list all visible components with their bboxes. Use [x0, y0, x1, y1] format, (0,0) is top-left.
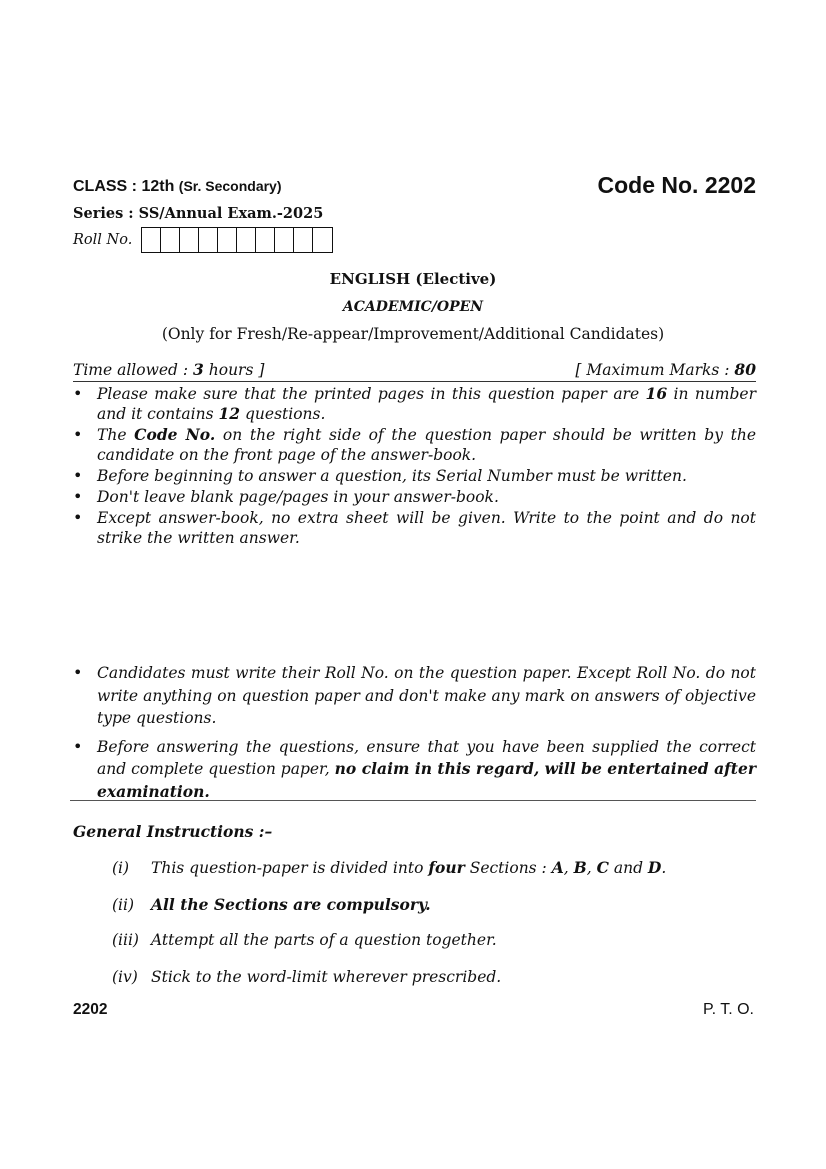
text: This question-paper is divided into [151, 859, 429, 877]
item-number: (iv) [112, 968, 138, 986]
general-instruction-item [112, 858, 666, 877]
text: The [97, 426, 135, 444]
roll-digit-box[interactable] [142, 228, 161, 252]
text: Candidates must write their Roll No. on the question paper. Except Roll No. do not write anything on question paper and don't make any mark on answers of objective type questions. [97, 664, 756, 727]
text: questions. [240, 405, 326, 423]
text: in number and it contains [97, 385, 756, 423]
time-suffix: hours ] [203, 361, 265, 379]
section-d: D [647, 858, 662, 877]
list-item [73, 487, 756, 507]
candidate-instructions-list [73, 662, 756, 809]
series-label: Series : SS/Annual Exam.-2025 [73, 205, 324, 222]
roll-digit-box[interactable] [199, 228, 218, 252]
text: Before answering the questions, ensure that you have been supplied the correct and complete question paper, [97, 737, 756, 778]
section-b: B [573, 858, 587, 877]
roll-number-label: Roll No. [73, 232, 133, 248]
list-item [73, 384, 756, 424]
text: Sections : [464, 859, 552, 877]
text: and [608, 859, 648, 877]
time-marks-row [73, 360, 756, 379]
footer-code: 2202 [73, 1001, 108, 1018]
question-count: 12 [218, 404, 241, 423]
page-turn-over: P. T. O. [703, 1001, 754, 1018]
text: , [586, 859, 597, 877]
section-c: C [596, 858, 609, 877]
exam-mode: ACADEMIC/OPEN [342, 299, 484, 315]
roll-digit-box[interactable] [180, 228, 199, 252]
general-instruction-item [112, 931, 497, 949]
no-claim-emphasis: no claim in this regard, will be entertained after examination. [97, 759, 756, 801]
list-item [73, 736, 756, 804]
subject-title: ENGLISH (Elective) [329, 270, 497, 288]
code-no-emphasis: Code No. [134, 425, 216, 444]
divider [73, 381, 756, 382]
instructions-list [73, 384, 756, 549]
section-a: A [551, 858, 564, 877]
marks-prefix: [ Maximum Marks : [575, 361, 735, 379]
marks-value: 80 [734, 360, 756, 379]
text: Attempt all the parts of a question together. [151, 931, 497, 949]
item-number: (ii) [112, 896, 135, 914]
text: Don't leave blank page/pages in your answer-book. [97, 488, 499, 506]
class-sub-text: (Sr. Secondary) [178, 178, 282, 194]
class-label [73, 178, 282, 196]
time-allowed [73, 360, 264, 379]
compulsory-emphasis: All the Sections are compulsory. [151, 895, 431, 914]
roll-digit-box[interactable] [237, 228, 256, 252]
list-item [73, 662, 756, 730]
roll-digit-box[interactable] [256, 228, 275, 252]
text: Please make sure that the printed pages in this question paper are [97, 385, 646, 403]
four-emphasis: four [428, 858, 465, 877]
roll-digit-box[interactable] [294, 228, 313, 252]
time-value: 3 [193, 360, 204, 379]
candidates-note: (Only for Fresh/Re-appear/Improvement/Additional Candidates) [161, 325, 665, 343]
class-text: CLASS : 12th [73, 178, 175, 195]
general-instruction-item [112, 895, 431, 914]
text: Stick to the word-limit wherever prescribed. [151, 968, 502, 986]
text: on the right side of the question paper should be written by the candidate on the front page of the answer-book. [97, 426, 757, 464]
item-number: (i) [112, 859, 130, 877]
item-number: (iii) [112, 931, 139, 949]
roll-digit-box[interactable] [275, 228, 294, 252]
general-instruction-item [112, 968, 501, 986]
roll-digit-box[interactable] [218, 228, 237, 252]
time-prefix: Time allowed : [73, 361, 194, 379]
roll-digit-box[interactable] [161, 228, 180, 252]
list-item [73, 508, 756, 548]
code-number: Code No. 2202 [597, 172, 756, 198]
roll-number-boxes[interactable] [141, 227, 333, 253]
list-item [73, 466, 756, 486]
text: . [661, 859, 667, 877]
general-instructions-title: General Instructions :– [73, 822, 273, 841]
page-count: 16 [645, 384, 668, 403]
divider [70, 800, 756, 801]
maximum-marks [575, 360, 756, 379]
text: Except answer-book, no extra sheet will be given. Write to the point and do not strike the written answer. [97, 509, 756, 547]
text: , [563, 859, 574, 877]
list-item [73, 425, 756, 465]
text: Before beginning to answer a question, its Serial Number must be written. [97, 467, 687, 485]
roll-digit-box[interactable] [313, 228, 332, 252]
